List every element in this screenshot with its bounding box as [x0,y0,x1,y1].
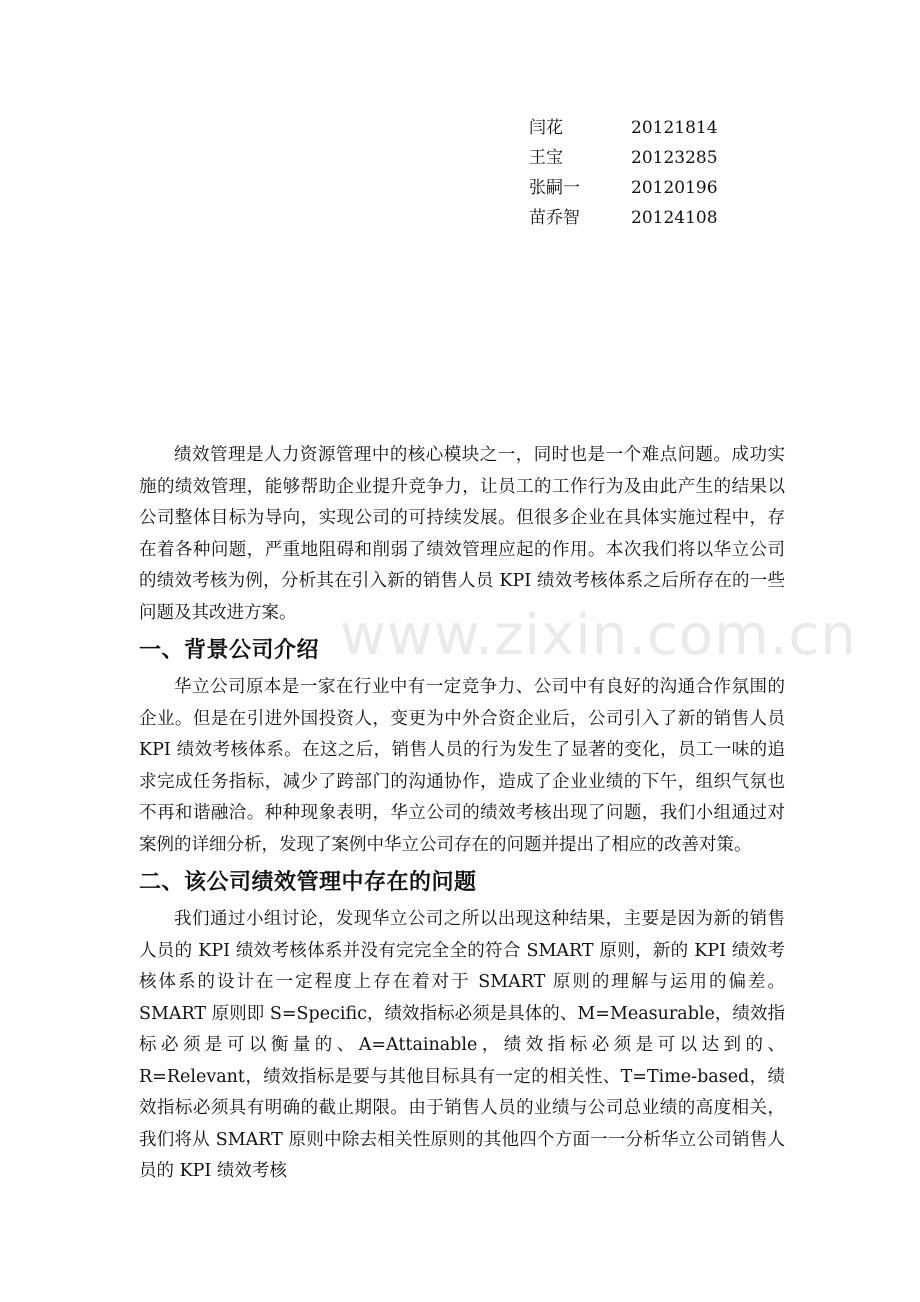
member-id: 20120196 [631,178,718,198]
member-name: 王宝 [529,148,563,168]
member-row [529,113,718,143]
document-body [139,440,785,1188]
member-name: 闫花 [529,118,563,138]
member-name: 苗乔智 [529,208,580,228]
member-row [529,203,718,233]
member-row [529,173,718,203]
member-id: 20121814 [631,118,718,138]
member-id: 20123285 [631,148,718,168]
member-list [529,113,718,233]
section2-paragraph: 我们通过小组讨论，发现华立公司之所以出现这种结果，主要是因为新的销售人员的 KPI 绩效考核体系并没有完完全全的符合 SMART 原则，新的 KPI 绩效考核体系的设计在一定程度上存在着对于 SMART 原则的理解与运用的偏差。SMART 原则即 S=Specific，绩效指标必须是具体的、M=Measurable，绩效指标必须是可以衡量的、A=Attainable，绩效指标必须是可以达到的、R=Relevant，绩效指标是要与其他目标具有一定的相关性、T=Time-based，绩效指标必须具有明确的截止期限。由于销售人员的业绩与公司总业绩的高度相关，我们将从 SMART 原则中除去相关性原则的其他四个方面一一分析华立公司销售人员的 KPI 绩效考核 [139,909,785,1181]
member-name: 张嗣一 [529,178,580,198]
section2-heading: 二、该公司绩效管理中存在的问题 [139,870,477,895]
member-row [529,143,718,173]
section1-heading: 一、背景公司介绍 [139,638,320,663]
watermark: www.zixin.com.cn [340,603,857,668]
intro-paragraph: 绩效管理是人力资源管理中的核心模块之一，同时也是一个难点问题。成功实施的绩效管理，能够帮助企业提升竞争力，让员工的工作行为及由此产生的结果以公司整体目标为导向，实现公司的可持续发展。但很多企业在具体实施过程中，存在着各种问题，严重地阻碍和削弱了绩效管理应起的作用。本次我们将以华立公司的绩效考核为例，分析其在引入新的销售人员 KPI 绩效考核体系之后所存在的一些问题及其改进方案。 [139,445,785,623]
member-id: 20124108 [631,208,718,228]
section1-paragraph: 华立公司原本是一家在行业中有一定竞争力、公司中有良好的沟通合作氛围的企业。但是在引进外国投资人，变更为中外合资企业后，公司引入了新的销售人员 KPI 绩效考核体系。在这之后，销售人员的行为发生了显著的变化，员工一味的追求完成任务指标，减少了跨部门的沟通协作，造成了企业业绩的下午，组织气氛也不再和谐融洽。种种现象表明，华立公司的绩效考核出现了问题，我们小组通过对案例的详细分析，发现了案例中华立公司存在的问题并提出了相应的改善对策。 [139,677,785,855]
